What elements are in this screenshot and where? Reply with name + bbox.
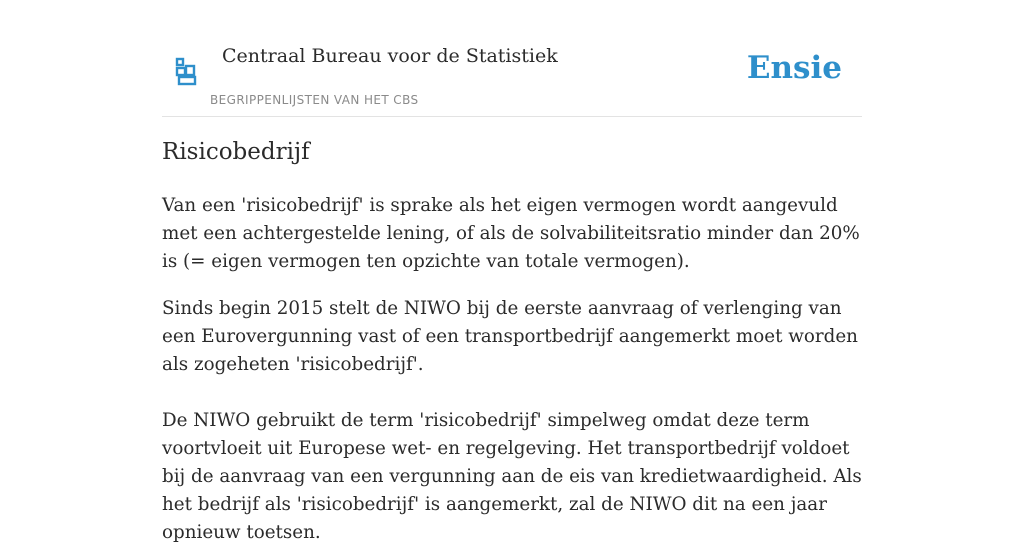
body-paragraph: De NIWO gebruikt de term 'risicobedrijf' simpelweg omdat deze term voortvloeit uit Europese wet- en regelgeving. Het transportbedrijf voldoet bij de aanvraag van een vergunning aan de eis van kredietwaardigheid. Als het bedrijf als 'risicobedrijf' is aangemerkt, zal de NIWO dit na een jaar opnieuw toetsen. [162, 410, 862, 543]
definition-paragraph: Van een 'risicobedrijf' is sprake als het eigen vermogen wordt aangevuld met een achtergestelde lening, of als de solvabiliteitsratio minder dan 20% is (= eigen vermogen ten opzichte van totale vermogen). [162, 195, 860, 272]
body-paragraph: Sinds begin 2015 stelt de NIWO bij de eerste aanvraag of verlenging van een Eurovergunning vast of een transportbedrijf aangemerkt moet worden als zogeheten 'risicobedrijf'. [162, 298, 858, 375]
organization-name[interactable]: Centraal Bureau voor de Statistiek [222, 45, 558, 67]
site-header [162, 0, 862, 117]
page-title: Risicobedrijf [162, 139, 310, 165]
ensie-brand-logo[interactable]: Ensie [746, 50, 842, 86]
site-subtitle[interactable]: BEGRIPPENLIJSTEN VAN HET CBS [210, 93, 419, 107]
cbs-logo-icon[interactable] [175, 57, 197, 86]
